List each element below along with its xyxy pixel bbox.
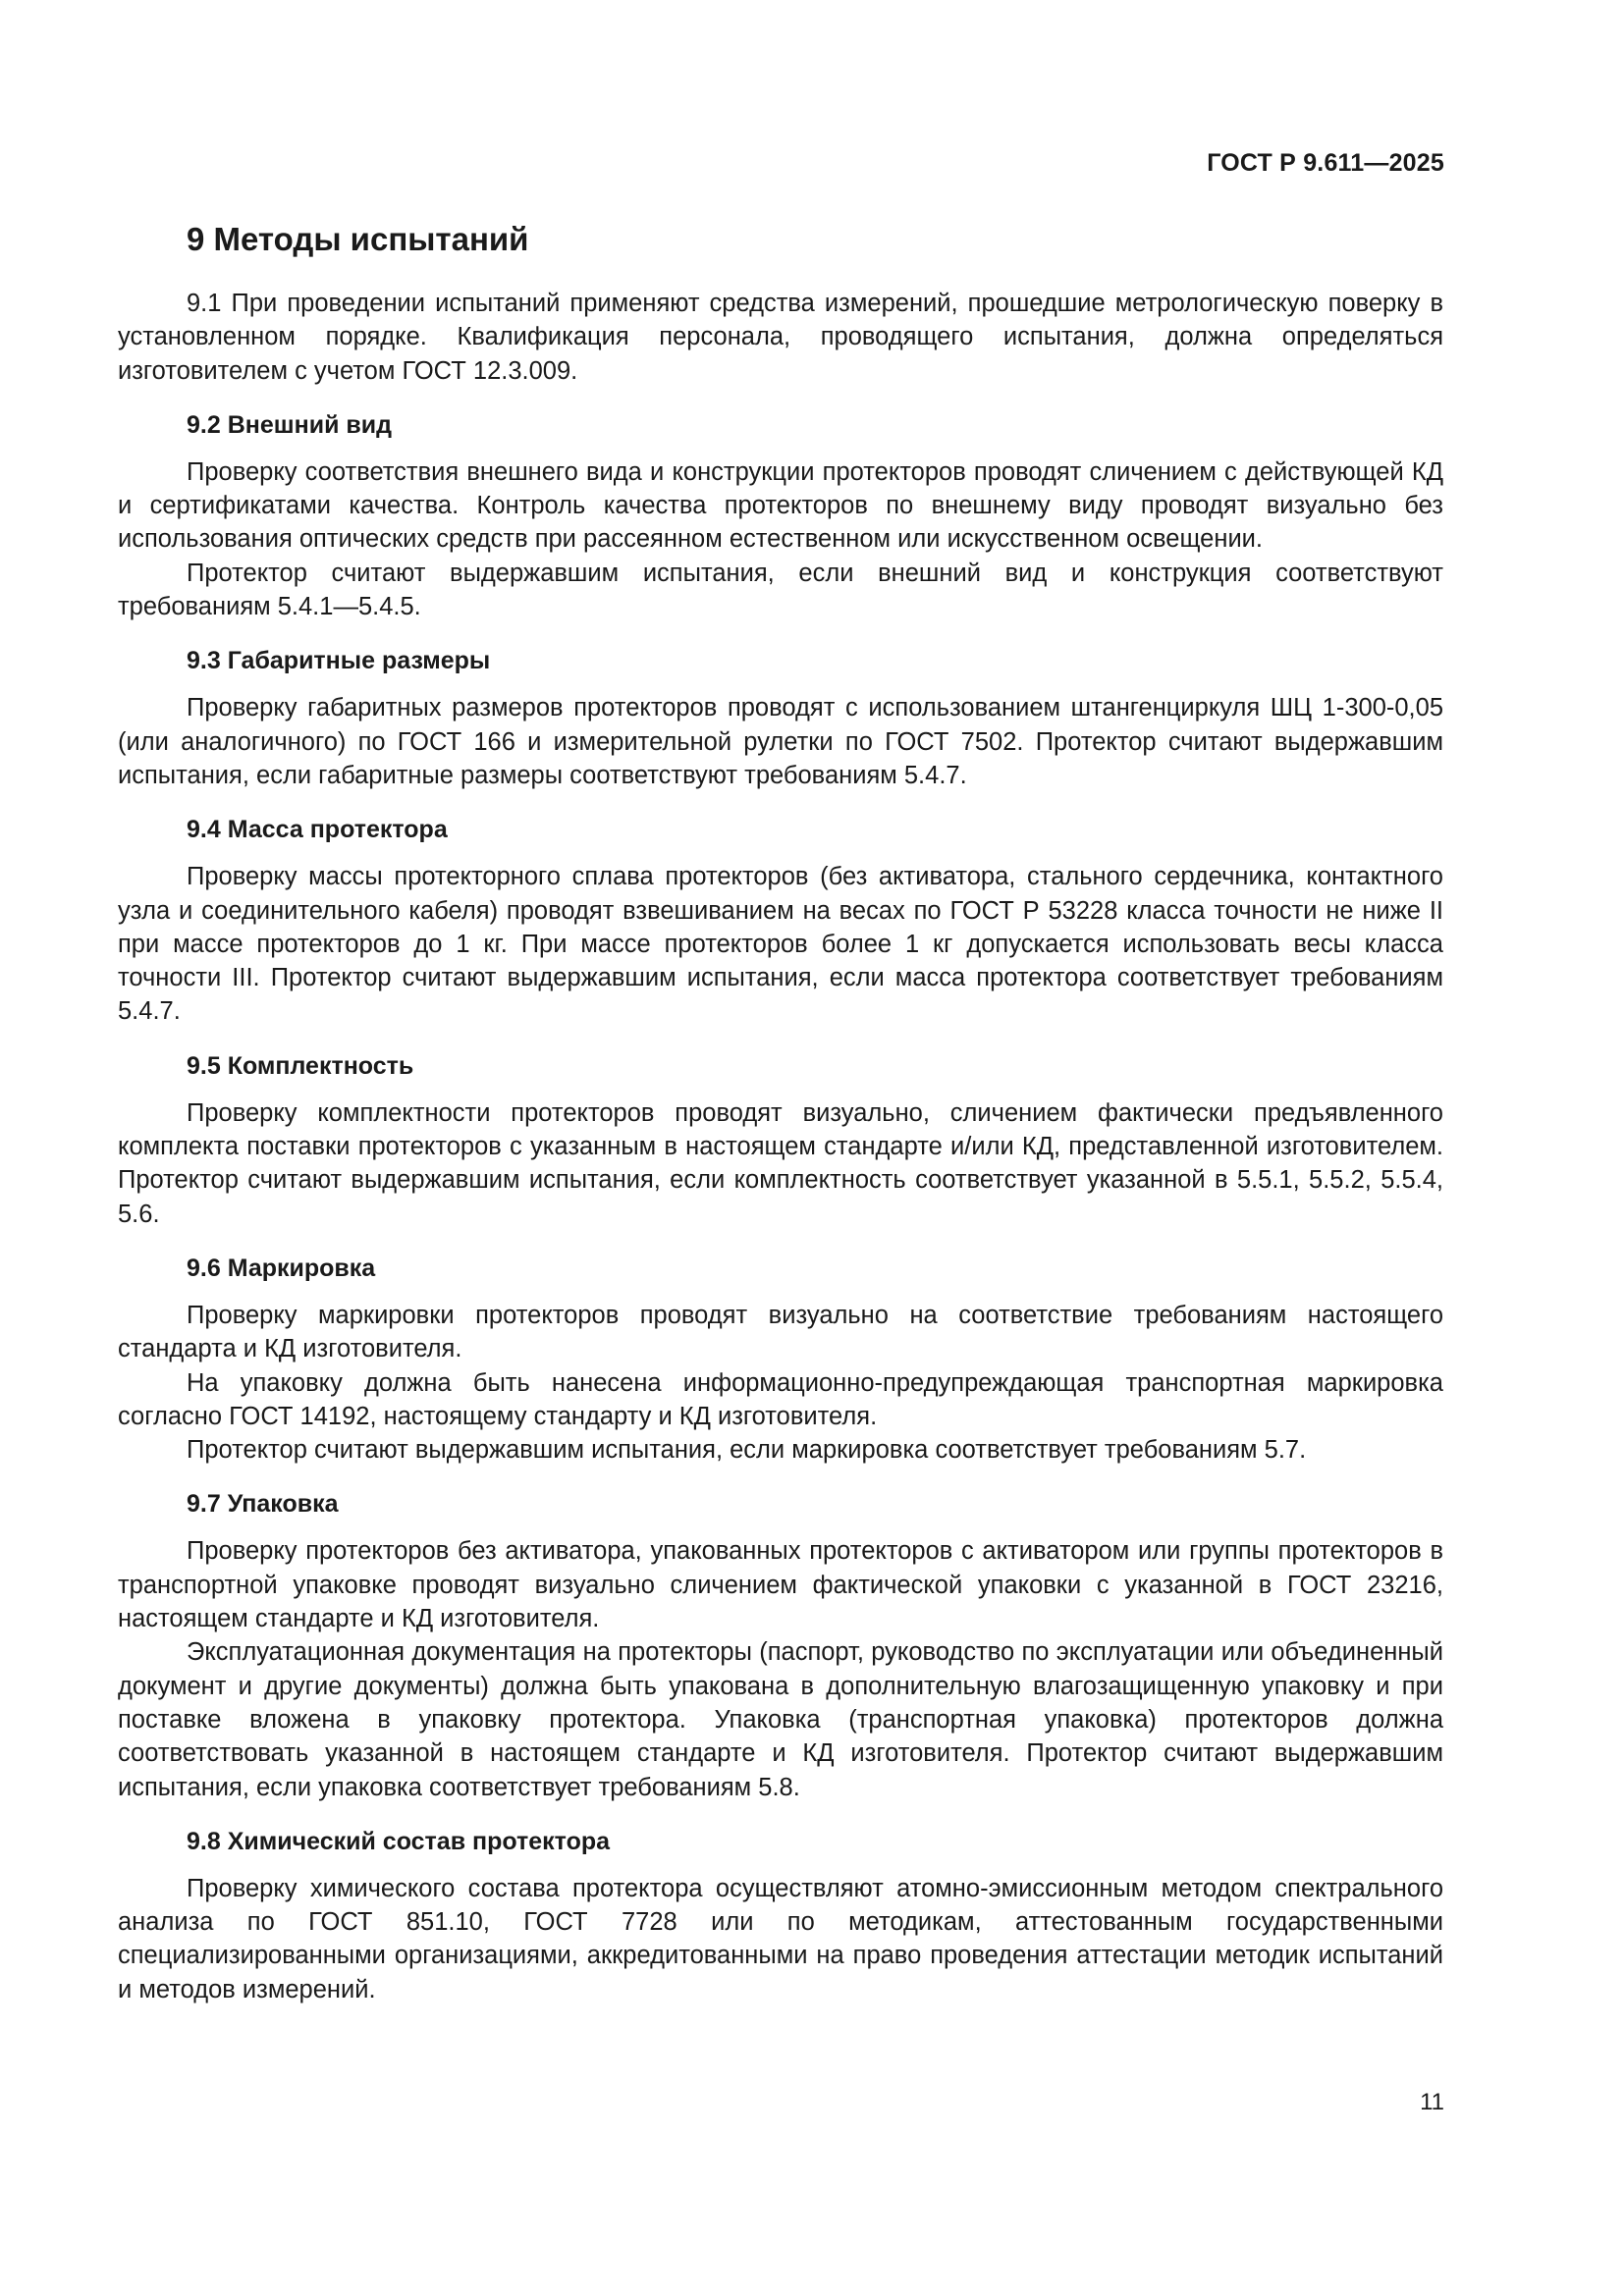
paragraph: Проверку протекторов без активатора, упакованных протекторов с активатором или группы протекторов в транспортной упаковке проводят визуально сличением фактической упаковки с указанной в ГОСТ 23216, настоящем стандарте и КД изготовителя.	[118, 1537, 1443, 1633]
paragraph: Проверку химического состава протектора осуществляют атомно-эмиссионным методом спектрального анализа по ГОСТ 851.10, ГОСТ 7728 или по методикам, аттестованным государственными специализированными организациями, аккредитованными на право проведения аттестации методик испытаний и методов измерений.	[118, 1874, 1443, 2003]
section-9-4	[118, 813, 1443, 1028]
paragraph: Проверку массы протекторного сплава протекторов (без активатора, стального сердечника, контактного узла и соединительного кабеля) проводят взвешиванием на весах по ГОСТ Р 53228 класса точности не ниже II при массе протекторов до 1 кг. При массе протекторов более 1 кг допускается использовать весы класса точности III. Протектор считают выдержавшим испытания, если масса протектора соответствует требованиям 5.4.7.	[118, 863, 1443, 1026]
paragraph: Проверку соответствия внешнего вида и конструкции протекторов проводят сличением с действующей КД и сертификатами качества. Контроль качества протекторов по внешнему виду проводят визуально без использования оптических средств при рассеянном естественном или искусственном освещении.	[118, 457, 1443, 554]
section-9-8	[118, 1825, 1443, 2006]
chapter-title: 9 Методы испытаний	[187, 221, 529, 257]
page-number: 11	[1420, 2089, 1444, 2115]
paragraph: На упаковку должна быть нанесена информационно-предупреждающая транспортная маркировка согласно ГОСТ 14192, настоящему стандарту и КД изготовителя.	[118, 1368, 1443, 1430]
section-9-2	[118, 408, 1443, 623]
section-9-5	[118, 1049, 1443, 1231]
paragraph: Проверку габаритных размеров протекторов проводят с использованием штангенциркуля ШЦ 1-300-0,05 (или аналогичного) по ГОСТ 166 и измерительной рулетки по ГОСТ 7502. Протектор считают выдержавшим испытания, если габаритные размеры соответствуют требованиям 5.4.7.	[118, 694, 1443, 789]
document-code-header: ГОСТ Р 9.611—2025	[1207, 149, 1444, 177]
paragraph: 9.1 При проведении испытаний применяют средства измерений, прошедшие метрологическую поверку в установленном порядке. Квалификация персонала, проводящего испытания, должна определяться изготовителем с учетом ГОСТ 12.3.009.	[118, 290, 1443, 385]
paragraph: Протектор считают выдержавшим испытания, если внешний вид и конструкция соответствуют требованиям 5.4.1—5.4.5.	[118, 559, 1443, 621]
section-title: 9.3 Габаритные размеры	[187, 647, 491, 675]
section-title: 9.4 Масса протектора	[187, 816, 448, 844]
section-title: 9.6 Маркировка	[187, 1254, 376, 1282]
section-title: 9.7 Упаковка	[187, 1490, 339, 1519]
section-9-3	[118, 644, 1443, 792]
document-body	[118, 218, 1443, 2027]
section-title: 9.2 Внешний вид	[187, 410, 392, 439]
section-title: 9.5 Комплектность	[187, 1051, 414, 1080]
section-9-7	[118, 1487, 1443, 1803]
section-title: 9.8 Химический состав протектора	[187, 1827, 611, 1855]
paragraph: Протектор считают выдержавшим испытания, если маркировка соответствует требованиям 5.7.	[187, 1436, 1307, 1465]
section-9-6	[118, 1252, 1443, 1467]
paragraph: Эксплуатационная документация на протекторы (паспорт, руководство по эксплуатации или объединенный документ и другие документы) должна быть упакована в дополнительную влагозащищенную упаковку и при поставке вложена в упаковку протектора. Упаковка (транспортная упаковка) протекторов должна соответствовать указанной в настоящем стандарте и КД изготовителя. Протектор считают выдержавшим испытания, если упаковка соответствует требованиям 5.8.	[118, 1638, 1443, 1801]
section-9-1	[118, 287, 1443, 388]
paragraph: Проверку комплектности протекторов проводят визуально, сличением фактически предъявленного комплекта поставки протекторов с указанным в настоящем стандарте и/или КД, представленной изготовителем. Протектор считают выдержавшим испытания, если комплектность соответствует указанной в 5.5.1, 5.5.2, 5.5.4, 5.6.	[118, 1098, 1443, 1228]
paragraph: Проверку маркировки протекторов проводят визуально на соответствие требованиям настоящего стандарта и КД изготовителя.	[118, 1301, 1443, 1363]
